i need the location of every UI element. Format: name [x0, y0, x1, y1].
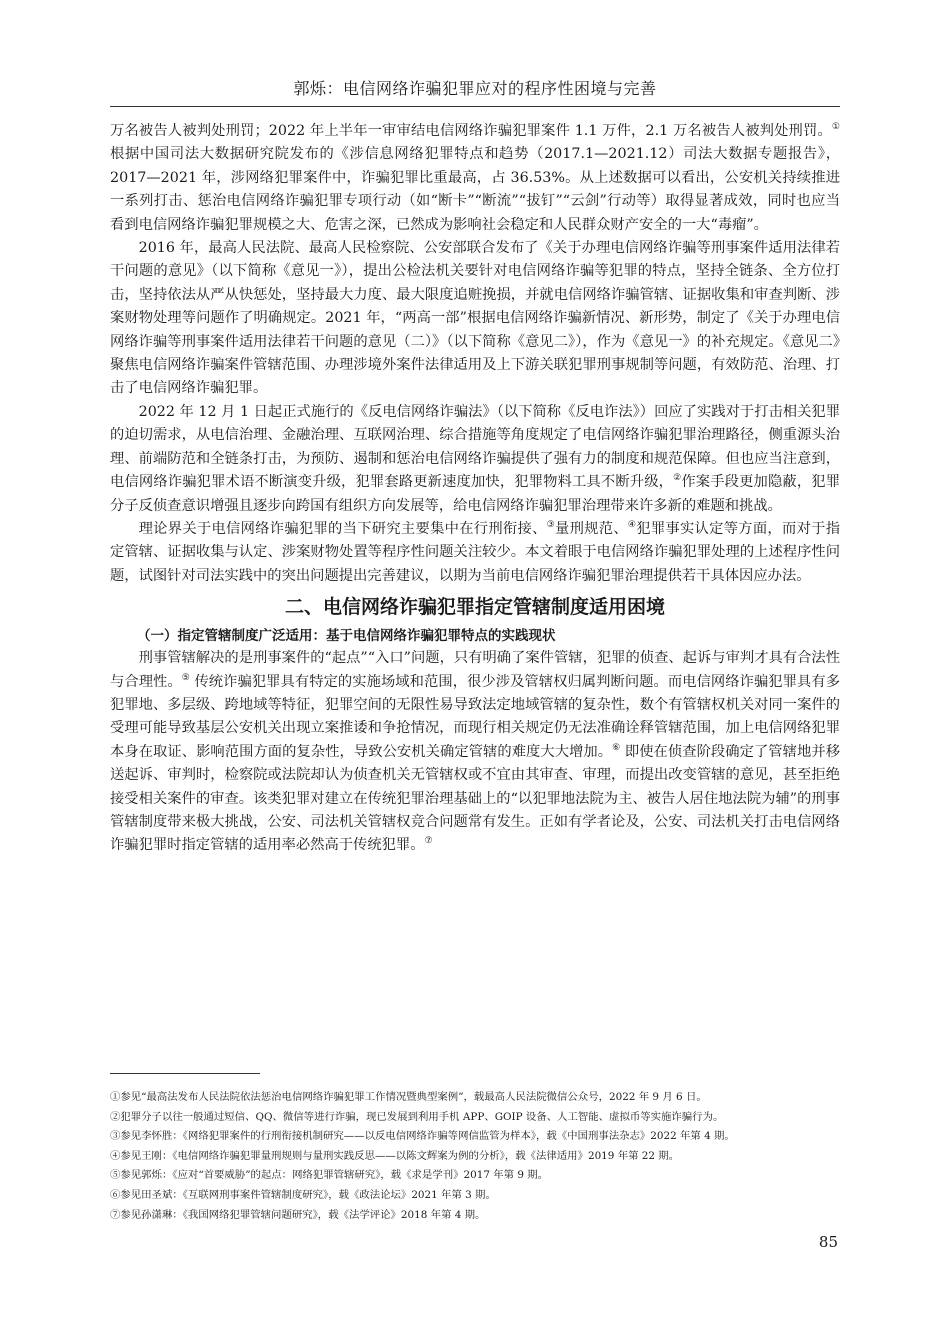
footnote: ⑤参见郭烁：《应对“首要威胁”的起点：网络犯罪管辖研究》，载《求是学刊》2017 年第 9 期。 — [110, 1169, 549, 1182]
paragraph-text: 理论界关于电信网络诈骗犯罪的当下研究主要集中在行刑衔接、 — [138, 520, 547, 537]
footnote-marker: ⑦ — [424, 836, 433, 847]
footnote-separator — [110, 1073, 260, 1074]
footnote: ①参见“最高法发布人民法院依法惩治电信网络诈骗犯罪工作情况暨典型案例”，载最高人民法院微信公众号，2022 年 9 月 6 日。 — [110, 1091, 707, 1103]
paragraph-text: 犯罪事实认定等方面，而对于指定管辖、证据收集与认定、涉案财物处置等程序性问题关注较少。本文着眼于电信网络诈骗犯罪处理的上述程序性问题，试图针对司法实践中的突出问题提出完善建议，以期为当前电信网络诈骗犯罪治理提供若干具体因应办法。 — [110, 520, 841, 584]
running-title: 郭烁：电信网络诈骗犯罪应对的程序性困境与完善 — [293, 79, 657, 98]
footnote: ④参见王刚：《电信网络诈骗犯罪量刑规则与量刑实践反思——以陈文辉案为例的分析》，载《法律适用》2019 年第 22 期。 — [110, 1149, 680, 1162]
footnote: ⑦参见孙潇琳：《我国网络犯罪管辖问题研究》，载《法学评论》2018 年第 4 期。 — [110, 1208, 486, 1221]
paragraph-text: 刑事管辖解决的是刑事案件的“起点”“入口”问题，只有明确了案件管辖，犯罪的侦查、起诉与审判才具有合法性与合理性。 — [110, 650, 840, 690]
subsection-heading: （一）指定管辖制度广泛适用：基于电信网络诈骗犯罪特点的实践现状 — [137, 628, 556, 645]
page-number: 85 — [818, 1233, 838, 1251]
paragraph-text: 2016 年，最高人民法院、最高人民检察院、公安部联合发布了《关于办理电信网络诈骗等刑事案件适用法律若干问题的意见》（以下简称《意见一》），提出公检法机关要针对电信网络诈骗等犯罪的特点，坚持全链条、全方位打击，坚持依法从严从快惩处，坚持最大力度、最大限度追赃挽损，并就电信网络诈骗管辖、证据收集和审查判断、涉案财物处理等问题作了明确规定。2021 年，“两高一部”根据电信网络诈骗新情况、新形势，制定了《关于办理电信网络诈骗等刑事案件适用法律若干问题的意见（二）》（以下简称《意见二》），作为《意见一》的补充规定。《意见二》聚焦电信网络诈骗案件管辖范围、办理涉境外案件法律适用及上下游关联犯罪刑事规制等问题，有效防范、治理、打击了电信网络诈骗犯罪。 — [110, 240, 840, 397]
paragraph — [110, 647, 840, 858]
paragraph — [110, 237, 840, 401]
paragraph — [110, 120, 840, 237]
paragraph-text: 2022 年 12 月 1 日起正式施行的《反电信网络诈骗法》（以下简称《反电诈法》）回应了实践对于打击相关犯罪的迫切需求，从电信治理、金融治理、互联网治理、综合措施等角度规定了电信网络诈骗犯罪治理路径，侧重源头治理、前端防范和全链条打击，为预防、遏制和惩治电信网络诈骗提供了强有力的制度和规范保障。但也应当注意到，电信网络诈骗犯罪术语不断演变升级，犯罪套路更新速度加快，犯罪物料工具不断升级， — [110, 403, 840, 491]
paragraph-text: 万名被告人被判处刑罚；2022 年上半年一审审结电信网络诈骗犯罪案件 1.1 万件，2.1 万名被告人被判处刑罚。 — [110, 123, 832, 139]
paragraph — [110, 401, 840, 518]
footnote: ②犯罪分子以往一般通过短信、QQ、微信等进行诈骗，现已发展到利用手机 APP、GOIP 设备、人工智能、虚拟币等实施诈骗行为。 — [110, 1110, 724, 1123]
header-rule — [110, 106, 840, 107]
article-body — [110, 120, 840, 858]
footnote: ③参见李怀胜：《网络犯罪案件的行刑衔接机制研究——以反电信网络诈骗等网信监管为样本》，载《中国刑事法杂志》2022 年第 4 期。 — [110, 1130, 735, 1143]
footnote-marker: ② — [673, 473, 682, 484]
paragraph-text: 根据中国司法大数据研究院发布的《涉信息网络犯罪特点和趋势（2017.1—2021.12）司法大数据专题报告》，2017—2021 年，涉网络犯罪案件中，诈骗犯罪比重最高，占 36.53%。从上述数据可以看出，公安机关持续推进一系列打击、惩治电信网络诈骗犯罪专项行动（如“断卡”“断流”“拔钉”“云剑”行动等）取得显著成效，同时也应当看到电信网络诈骗犯罪规模之大、危害之深，已然成为影响社会稳定和人民群众财产安全的一大“毒瘤”。 — [110, 146, 840, 233]
footnote-marker: ④ — [627, 520, 637, 531]
footnote-marker: ⑥ — [612, 742, 621, 753]
paragraph-text: 量刑规范、 — [555, 520, 628, 537]
footnote-marker: ③ — [546, 520, 556, 531]
paragraph — [110, 518, 840, 588]
paragraph-text: 即使在侦查阶段确定了管辖地并移送起诉、审判时，检察院或法院却认为侦查机关无管辖权或不宜由其审查、审理，而提出改变管辖的意见，甚至拒绝接受相关案件的审查。该类犯罪对建立在传统犯罪治理基础上的“以犯罪地法院为主、被告人居住地法院为辅”的刑事管辖制度带来极大挑战，公安、司法机关管辖权竞合问题常有发生。正如有学者论及，公安、司法机关打击电信网络诈骗犯罪时指定管辖的适用率必然高于传统犯罪。 — [110, 743, 840, 854]
section-heading: 二、电信网络诈骗犯罪指定管辖制度适用困境 — [284, 596, 665, 619]
footnotes — [110, 1088, 840, 1225]
footnote-marker: ① — [831, 122, 840, 133]
paragraph-text: 作案手段更加隐蔽，犯罪分子反侦查意识增强且逐步向跨国有组织方向发展等，给电信网络诈骗犯罪治理带来许多新的难题和挑战。 — [110, 474, 841, 514]
footnote-marker: ⑤ — [181, 672, 190, 683]
footnote: ⑥参见田圣斌：《互联网刑事案件管辖制度研究》，载《政法论坛》2021 年第 3 期。 — [110, 1188, 496, 1201]
paragraph-text: 传统诈骗犯罪具有特定的实施场域和范围，很少涉及管辖权归属判断问题。而电信网络诈骗犯罪具有多犯罪地、多层级、跨地域等特征，犯罪空间的无限性易导致法定地域管辖的复杂性，数个有管辖权机关对同一案件的受理可能导致基层公安机关出现立案推诿和争抢情况，而现行相关规定仍无法准确诠释管辖范围，加上电信网络犯罪本身在取证、影响范围方面的复杂性，导致公安机关确定管辖的难度大大增加。 — [110, 673, 840, 760]
